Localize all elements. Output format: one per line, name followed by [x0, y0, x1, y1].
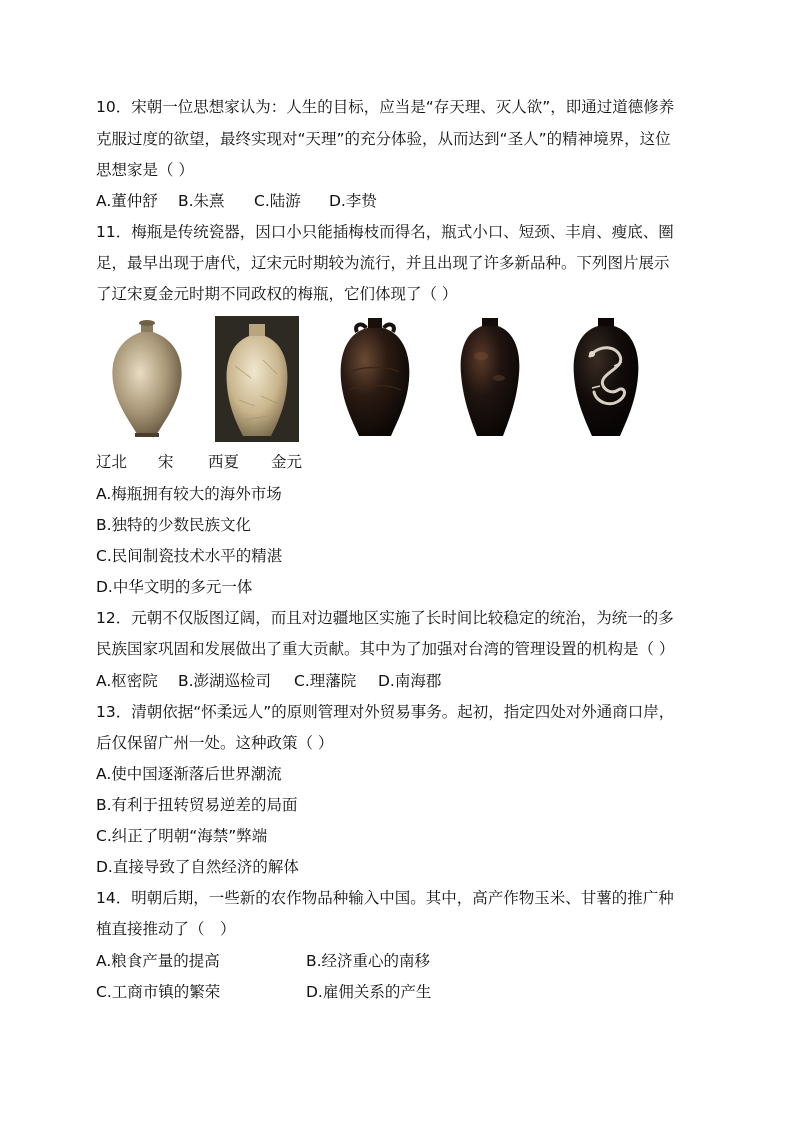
vase-caption-song: 宋 [158, 453, 174, 471]
q10-option-b: B.朱熹 [178, 192, 225, 210]
q12-line-2: 民族国家巩固和发展做出了重大贡献。其中为了加强对台湾的管理设置的机构是（ ） [96, 640, 675, 658]
vase-image-jin [457, 316, 523, 442]
vase-caption-jinyuan: 金元 [271, 453, 303, 471]
q11-line-2: 足，最早出现于唐代，辽宋元时期较为流行，并且出现了许多新品种。下列图片展示 [96, 254, 670, 272]
q13-option-b: B.有利于扭转贸易逆差的局面 [96, 796, 298, 814]
q14-line-1: 14．明朝后期，一些新的农作物品种输入中国。其中，高产作物玉米、甘薯的推广种 [96, 889, 674, 907]
q12-option-d: D.南海郡 [378, 672, 442, 690]
vase-image-xixia [337, 316, 413, 442]
q11-line-3: 了辽宋夏金元时期不同政权的梅瓶，它们体现了（ ） [96, 285, 458, 303]
q14-option-a: A.粮食产量的提高 [96, 952, 220, 970]
vase-image-yuan [570, 316, 642, 442]
q13-line-1: 13．清朝依据“怀柔远人”的原则管理对外贸易事务。起初，指定四处对外通商口岸， [96, 703, 675, 721]
meiping-image-row [96, 316, 656, 442]
q14-option-d: D.雇佣关系的产生 [306, 983, 432, 1001]
q10-line-2: 克服过度的欲望，最终实现对“天理”的充分体验，从而达到“圣人”的精神境界，这位 [96, 130, 671, 148]
q10-option-d: D.李贽 [329, 192, 377, 210]
q12-line-1: 12．元朝不仅版图辽阔，而且对边疆地区实施了长时间比较稳定的统治，为统一的多 [96, 609, 674, 627]
vase-caption-xixia: 西夏 [208, 453, 240, 471]
q12-option-b: B.澎湖巡检司 [178, 672, 272, 690]
q13-line-2: 后仅保留广州一处。这种政策（ ） [96, 734, 334, 752]
q13-option-c: C.纠正了明朝“海禁”弊端 [96, 827, 268, 845]
q10-line-1: 10．宋朝一位思想家认为：人生的目标，应当是“存天理、灭人欲”，即通过道德修养 [96, 98, 675, 116]
q11-option-c: C.民间制瓷技术水平的精湛 [96, 547, 283, 565]
q14-option-c: C.工商市镇的繁荣 [96, 983, 221, 1001]
q11-option-a: A.梅瓶拥有较大的海外市场 [96, 485, 282, 503]
q11-option-b: B.独特的少数民族文化 [96, 516, 252, 534]
q13-option-d: D.直接导致了自然经济的解体 [96, 858, 299, 876]
q10-line-3: 思想家是（ ） [96, 161, 194, 179]
vase-image-liao [104, 316, 190, 442]
q11-line-1: 11．梅瓶是传统瓷器，因口小只能插梅枝而得名，瓶式小口、短颈、丰肩、瘦底、圈 [96, 223, 674, 241]
vase-image-song [215, 316, 299, 442]
q12-option-c: C.理藩院 [294, 672, 357, 690]
q12-option-a: A.枢密院 [96, 672, 158, 690]
q10-option-a: A.董仲舒 [96, 192, 158, 210]
q13-option-a: A.使中国逐渐落后世界潮流 [96, 765, 282, 783]
q11-option-d: D.中华文明的多元一体 [96, 578, 253, 596]
q14-line-2: 植直接推动了（ ） [96, 920, 236, 938]
q14-option-b: B.经济重心的南移 [306, 952, 431, 970]
vase-caption-liao: 辽北 [96, 453, 128, 471]
q10-option-c: C.陆游 [254, 192, 301, 210]
